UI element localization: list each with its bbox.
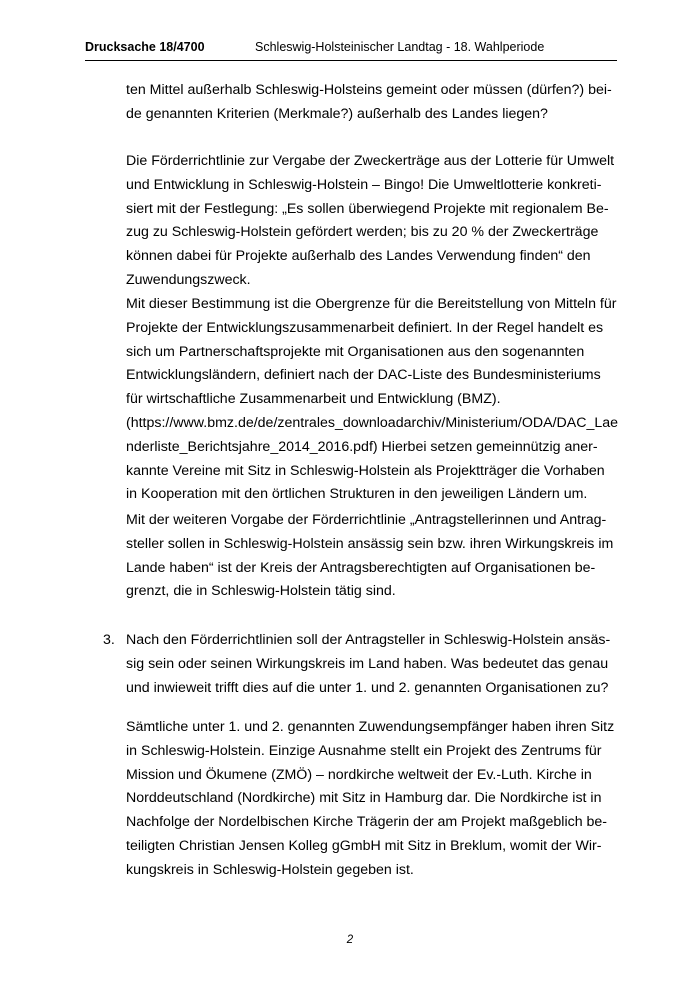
- parliament-title: Schleswig-Holsteinischer Landtag - 18. Wahlperiode: [255, 40, 545, 54]
- text-line: kannte Vereine mit Sitz in Schleswig-Holstein als Projektträger die Vorhaben: [126, 462, 605, 479]
- text-line: siert mit der Festlegung: „Es sollen überwiegend Projekte mit regionalem Be-: [126, 200, 609, 217]
- page-number: 2: [346, 934, 354, 946]
- text-line: steller sollen in Schleswig-Holstein ansässig sein bzw. ihren Wirkungskreis im: [126, 535, 614, 552]
- question-number: 3.: [103, 632, 115, 648]
- text-line: Lande haben“ ist der Kreis der Antragsberechtigten auf Organisationen be-: [126, 559, 596, 576]
- text-line: nderliste_Berichtsjahre_2014_2016.pdf) Hierbei setzen gemeinnützig aner-: [126, 438, 598, 455]
- text-line: Sämtliche unter 1. und 2. genannten Zuwendungsempfänger haben ihren Sitz: [126, 719, 615, 735]
- text-line: ten Mittel außerhalb Schleswig-Holsteins gemeint oder müssen (dürfen?) bei-: [126, 82, 612, 98]
- text-line: de genannten Kriterien (Merkmale?) außerhalb des Landes liegen?: [126, 105, 548, 122]
- paragraph-obergrenze: [126, 293, 618, 507]
- paragraph-foerderrichtlinie: [126, 150, 614, 293]
- text-line: (https://www.bmz.de/de/zentrales_downloadarchiv/Ministerium/ODA/DAC_Lae: [126, 414, 619, 431]
- text-line: Nach den Förderrichtlinien soll der Antragsteller in Schleswig-Holstein ansäs-: [126, 632, 611, 648]
- text-line: Norddeutschland (Nordkirche) mit Sitz in Hamburg dar. Die Nordkirche ist in: [126, 790, 602, 807]
- text-line: Mission und Ökumene (ZMÖ) – nordkirche weltweit der Ev.-Luth. Kirche in: [126, 766, 592, 783]
- question-3: [126, 629, 610, 700]
- document-number: Drucksache 18/4700: [85, 40, 205, 54]
- text-line: für wirtschaftliche Zusammenarbeit und Entwicklung (BMZ).: [126, 391, 501, 408]
- text-line: sig sein oder seinen Wirkungskreis im Land haben. Was bedeutet das genau: [126, 655, 609, 672]
- text-line: Mit der weiteren Vorgabe der Förderrichtlinie „Antragstellerinnen und Antrag-: [126, 512, 607, 528]
- text-line: Nachfolge der Nordelbischen Kirche Trägerin der am Projekt maßgeblich be-: [126, 814, 608, 831]
- text-line: zug zu Schleswig-Holstein gefördert werden; bis zu 20 % der Zweckerträge: [126, 224, 599, 241]
- text-line: Entwicklungsländern, definiert nach der DAC-Liste des Bundesministeriums: [126, 367, 601, 384]
- text-line: und inwieweit trifft dies auf die unter 1. und 2. genannten Organisationen zu?: [126, 679, 609, 696]
- text-line: in Schleswig-Holstein. Einzige Ausnahme stellt ein Projekt des Zentrums für: [126, 742, 602, 759]
- text-line: und Entwicklung in Schleswig-Holstein – Bingo! Die Umweltlotterie konkreti-: [126, 176, 602, 193]
- text-line: Mit dieser Bestimmung ist die Obergrenze für die Bereitstellung von Mitteln für: [126, 296, 617, 312]
- text-line: Projekte der Entwicklungszusammenarbeit definiert. In der Regel handelt es: [126, 319, 604, 336]
- answer-3: [126, 716, 614, 883]
- text-line: grenzt, die in Schleswig-Holstein tätig sind.: [126, 583, 396, 600]
- text-line: können dabei für Projekte außerhalb des Landes Verwendung finden“ den: [126, 248, 591, 265]
- page-header: [85, 38, 617, 61]
- text-line: teiligten Christian Jensen Kolleg gGmbH mit Sitz in Breklum, womit der Wir-: [126, 837, 602, 854]
- text-line: Zuwendungszweck.: [126, 271, 251, 288]
- paragraph-vorgabe: [126, 509, 613, 604]
- text-line: kungskreis in Schleswig-Holstein gegeben ist.: [126, 861, 414, 878]
- text-line: Die Förderrichtlinie zur Vergabe der Zweckerträge aus der Lotterie für Umwelt: [126, 153, 615, 169]
- text-line: in Kooperation mit den örtlichen Strukturen in den jeweiligen Ländern um.: [126, 486, 588, 503]
- paragraph-continuation: [126, 79, 612, 127]
- text-line: sich um Partnerschaftsprojekte mit Organisationen aus den sogenannten: [126, 343, 585, 360]
